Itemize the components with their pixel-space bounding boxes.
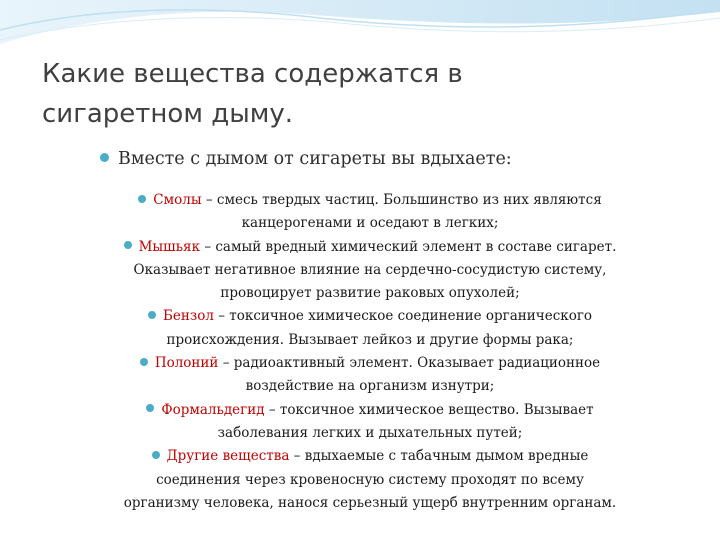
slide-title-line: сигаретном дыму. — [42, 99, 293, 129]
list-item-other-substances — [40, 445, 700, 515]
bullet-icon — [138, 195, 146, 203]
item-term: Мышьяк — [138, 238, 201, 255]
item-text: – токсичное химическое соединение органического — [213, 308, 593, 325]
item-text: – вдыхаемые с табачным дымом вредные — [289, 448, 589, 465]
item-text: – смесь твердых частиц. Большинство из них являются — [201, 192, 602, 208]
bullet-icon — [146, 404, 154, 412]
item-text: – самый вредный химический элемент в составе сигарет. — [200, 238, 617, 255]
item-term: Формальдегид — [161, 401, 265, 418]
item-text: соединения через кровеносную систему проходят по всему — [156, 471, 584, 488]
item-text: канцерогенами и оседают в легких; — [241, 215, 499, 232]
list-item-formaldehyde — [40, 399, 700, 446]
bullet-icon — [152, 451, 160, 459]
lead-text: Вместе с дымом от сигареты вы вдыхаете: — [118, 149, 512, 169]
item-term: Полоний — [154, 355, 219, 372]
list-item-polonium — [40, 352, 700, 399]
bullet-icon — [124, 241, 132, 249]
item-text: – токсичное химическое вещество. Вызывает — [264, 401, 594, 418]
item-text: организму человека, нанося серьезный ущерб внутренним органам. — [123, 494, 617, 511]
bullet-icon — [148, 311, 156, 319]
item-text: Оказывает негативное влияние на сердечно-сосудистую систему, — [133, 261, 607, 278]
item-text: провоцирует развитие раковых опухолей; — [220, 285, 520, 302]
item-text: заболевания легких и дыхательных путей; — [217, 424, 523, 441]
bullet-icon — [100, 153, 109, 162]
bullet-icon — [140, 358, 148, 366]
substance-list — [40, 189, 700, 515]
lead-bullet — [100, 149, 660, 169]
item-term: Бензол — [162, 308, 214, 325]
item-text: воздействие на организм изнутри; — [245, 378, 495, 395]
slide-title-line: Какие вещества содержатся в — [42, 59, 463, 89]
item-term: Смолы — [153, 192, 202, 208]
list-item-benzene — [40, 305, 700, 352]
list-item-resins — [40, 189, 700, 236]
item-term: Другие вещества — [166, 448, 290, 465]
item-text: – радиоактивный элемент. Оказывает радиационное — [218, 355, 601, 372]
item-text: происхождения. Вызывает лейкоз и другие формы рака; — [166, 331, 574, 348]
slide-title — [42, 54, 602, 134]
list-item-arsenic — [40, 236, 700, 306]
